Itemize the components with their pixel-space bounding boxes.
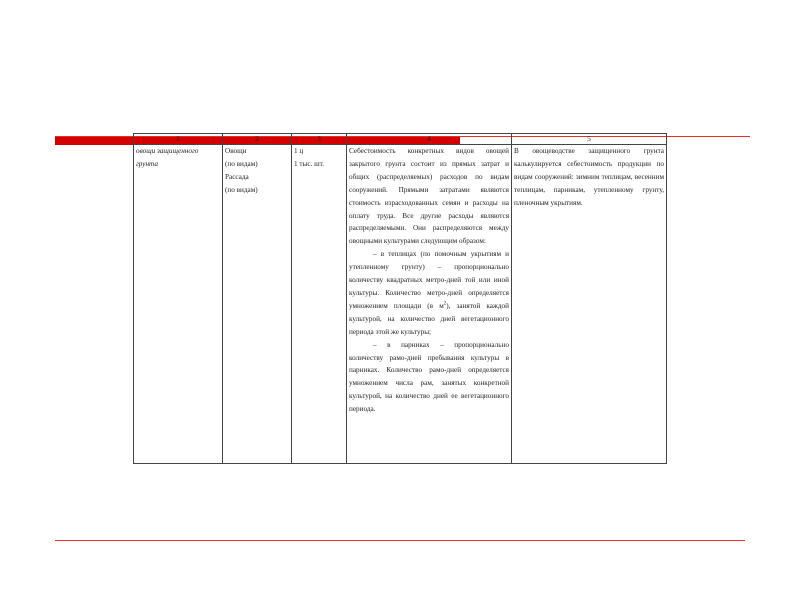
product-line: Рассада <box>225 172 249 181</box>
bottom-red-line <box>55 540 745 541</box>
unit-cell <box>292 145 347 464</box>
header-row <box>134 134 667 145</box>
header-cell-5: 5 <box>512 134 667 145</box>
header-cell-2: 2 <box>223 134 292 145</box>
header-cell-3: 3 <box>292 134 347 145</box>
method-cell <box>347 145 512 464</box>
method-paragraph-2: – в теплицах (по помочным укрытиям и утепленному грунту) – пропорционально количеству квадратных метро-дней той или иной культуры. Количество метро-дней определяется умножением площади (в $м^2$), занятой каждой культурой, на количество дней вегетационного периода этой же культуры; <box>349 250 509 336</box>
product-cell <box>223 145 292 464</box>
notes-cell <box>512 145 667 464</box>
object-cell <box>134 145 223 464</box>
notes-text: В овощеводстве защищенного грунта калькулируется себестоимость продукции по видам сооружений: зимним теплицам, весенним теплицам, парникам, утепленному грунту, пленочным укрытиям. <box>514 147 664 207</box>
method-paragraph-3: – в парниках – пропорционально количеству рамо-дней пребывания культуры в парниках. Количество рамо-дней определяется умножением числа рам, занятых конкретной культурой, на количество дней ее вегетационного периода. <box>349 340 509 414</box>
table-row <box>134 145 667 464</box>
cost-accounting-table <box>133 133 667 464</box>
header-cell-4: 4 <box>347 134 512 145</box>
unit-line: 1 ц <box>294 147 304 155</box>
unit-line: 1 тыс. шт. <box>294 159 325 168</box>
method-paragraph-1: Себестоимость конкретных видов овощей закрытого грунта состоит из прямых затрат и общих (распределяемых) расходов по видам сооружений. Прямыми затратами являются стоимость израсходованных семян и расходы на оплату труда. Все другие расходы являются распределяемыми. Они распределяются между овощными культурами следующим образом: <box>349 147 509 246</box>
product-line: (по видам) <box>225 159 258 168</box>
header-cell-1: 1 <box>134 134 223 145</box>
object-name: овощи защищенного грунта <box>136 147 199 168</box>
product-line: Овощи <box>225 147 247 155</box>
product-line: (по видам) <box>225 185 258 194</box>
